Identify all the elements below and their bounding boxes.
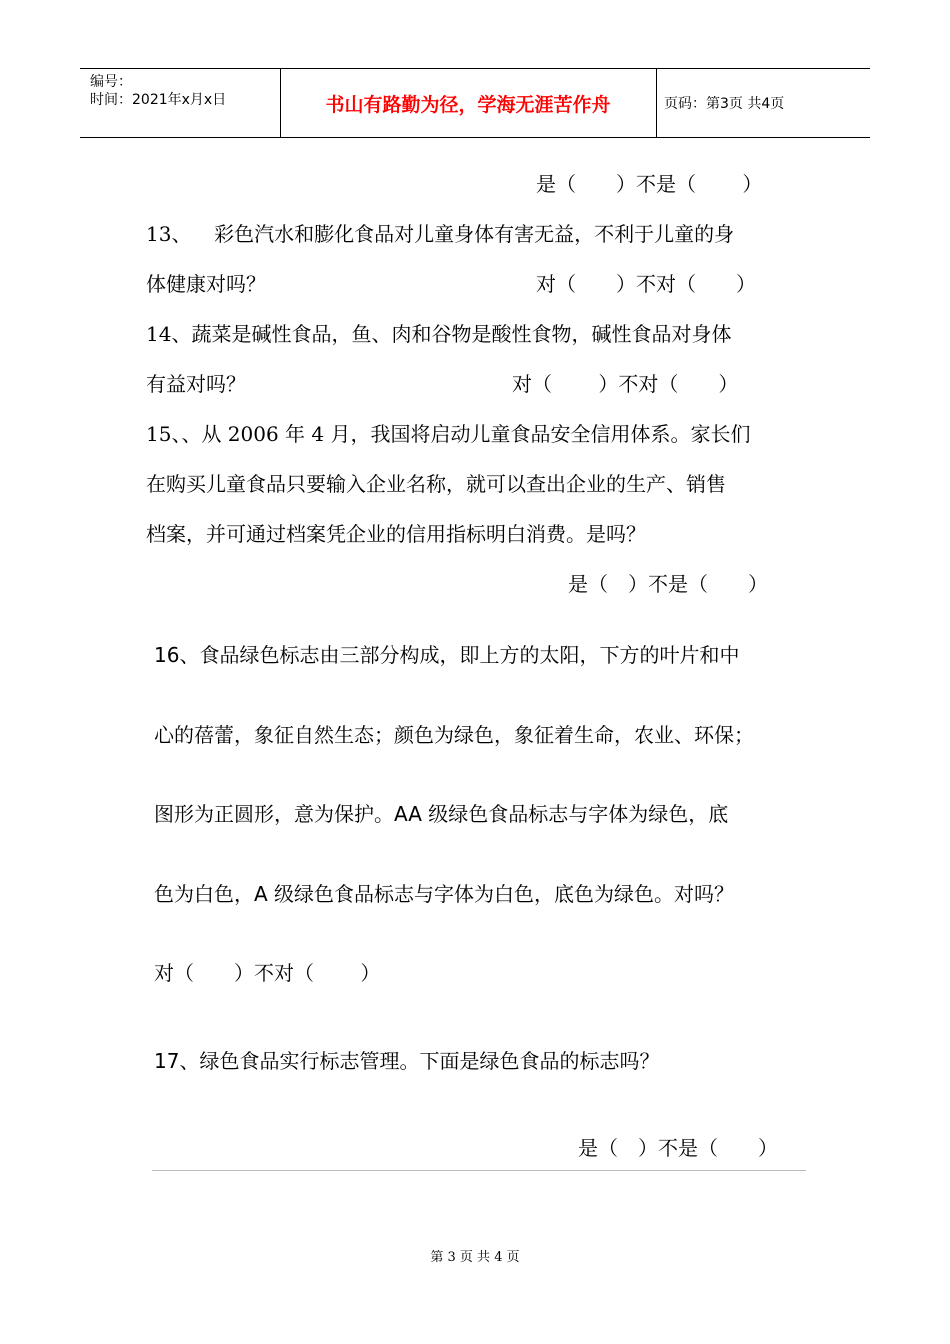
question-17-answer: 是（ ）不是（ ） [578,1136,778,1160]
page-header [80,68,870,138]
time-label: 时间：2021年x月x日 [90,92,227,108]
question-14-line-1: 14、蔬菜是碱性食品，鱼、肉和谷物是酸性食物，碱性食品对身体 [146,322,732,346]
question-15-line-2: 在购买儿童食品只要输入企业名称，就可以查出企业的生产、销售 [146,472,726,496]
question-15-line-3: 档案，并可通过档案凭企业的信用指标明白消费。是吗？ [146,522,646,546]
page-code: 页码：第3页 共4页 [664,96,785,112]
question-13-line-2: 体健康对吗？ [146,272,266,296]
question-16-line-2: 心的蓓蕾，象征自然生态；颜色为绿色，象征着生命，农业、环保； [154,723,754,747]
answer-line: 是（ ）不是（ ） [536,172,763,196]
question-14-line-2: 有益对吗？ [146,372,246,396]
number-label: 编号： [90,74,132,90]
divider [152,1170,806,1171]
question-16-line-1: 16、食品绿色标志由三部分构成，即上方的太阳，下方的叶片和中 [154,643,740,667]
question-16-line-3: 图形为正圆形，意为保护。AA 级绿色食品标志与字体为绿色，底 [154,802,729,826]
motto: 书山有路勤为径，学海无涯苦作舟 [325,93,611,116]
divider [656,69,657,137]
question-15-line-1: 15、、从 2006 年 4 月，我国将启动儿童食品安全信用体系。家长们 [146,422,751,446]
header-info [90,73,226,109]
question-17-line-1: 17、绿色食品实行标志管理。下面是绿色食品的标志吗？ [154,1049,660,1073]
page-footer: 第 3 页 共 4 页 [430,1250,520,1265]
question-16-line-4: 色为白色，A 级绿色食品标志与字体为白色，底色为绿色。对吗？ [154,882,735,906]
question-15-answer: 是（ ）不是（ ） [568,572,768,596]
question-14-answer: 对（ ）不对（ ） [512,372,739,396]
question-16-answer: 对（ ）不对（ ） [154,961,381,985]
question-13-line-1: 13、 彩色汽水和膨化食品对儿童身体有害无益，不利于儿童的身 [146,222,735,246]
question-13-answer: 对（ ）不对（ ） [536,272,756,296]
